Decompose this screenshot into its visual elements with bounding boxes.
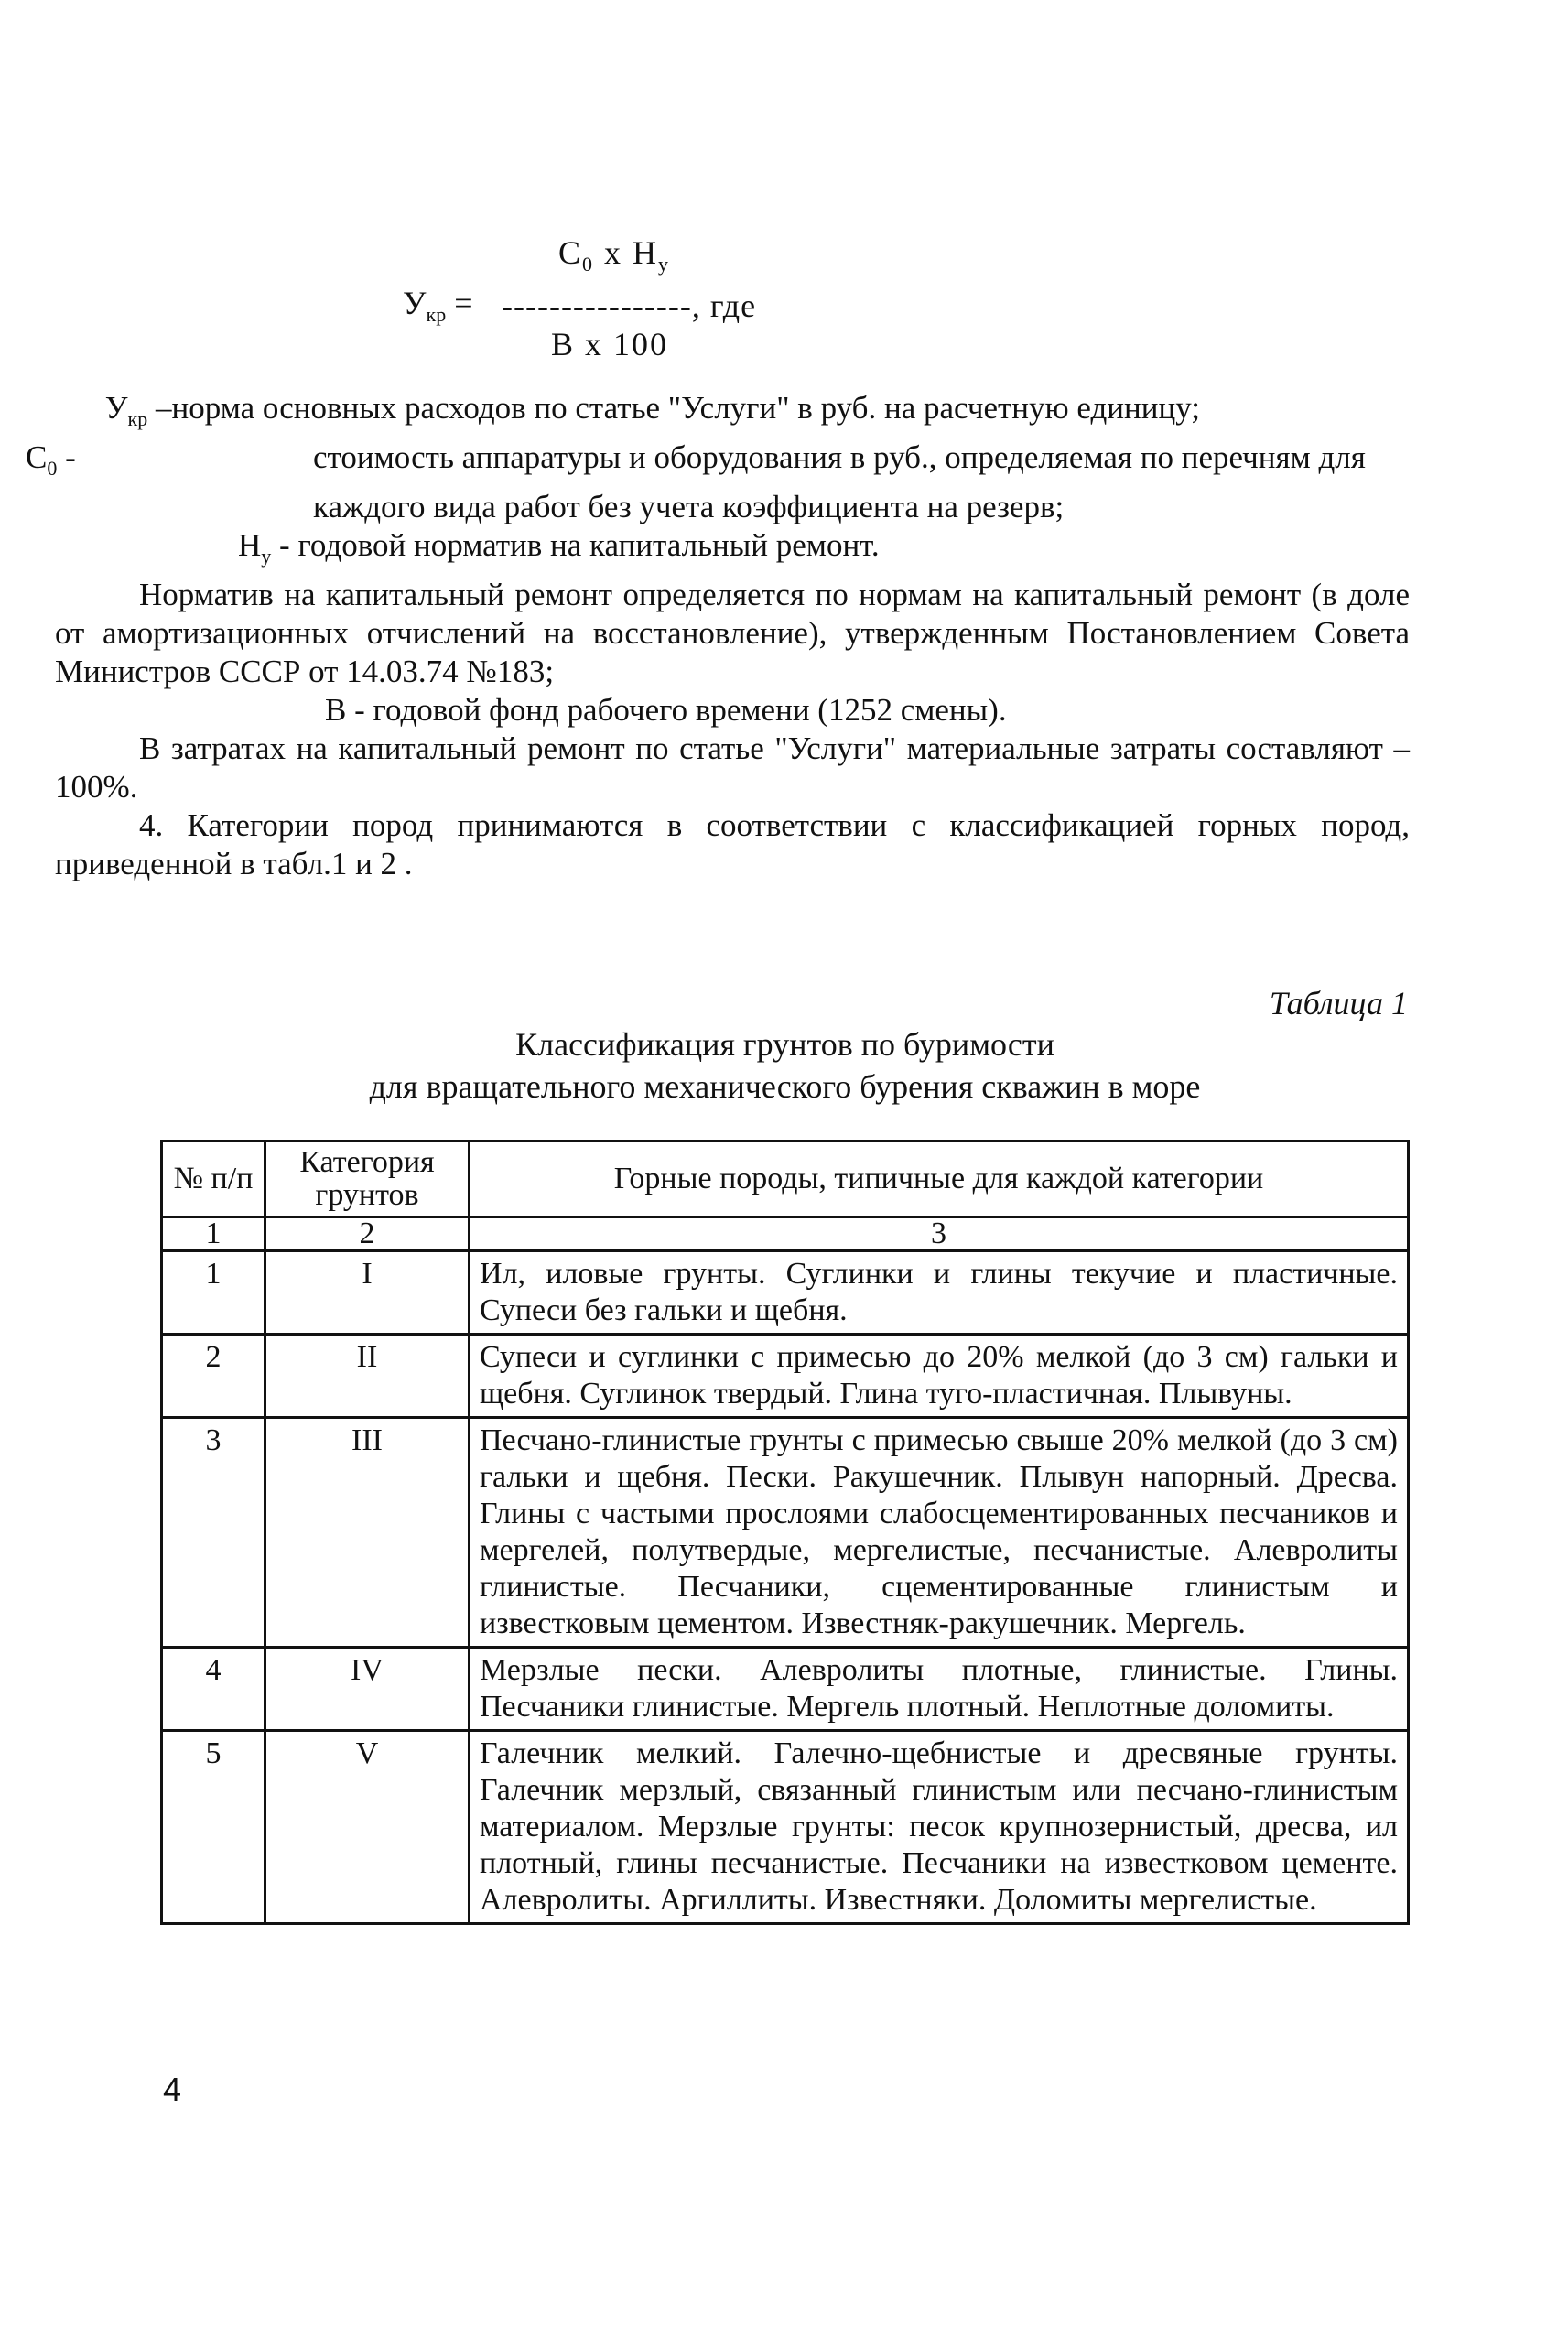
definition-ukr: $У_{кр}$ –норма основных расходов по статье "Услуги" в руб. на расчетную единицу; xyxy=(104,390,1200,430)
table-title-line-2: для вращательного механического бурения скважин в море xyxy=(369,1068,1201,1105)
definition-ny: $Н_у$ - годовой норматив на капитальный ремонт. xyxy=(238,527,880,568)
row-number: 2 xyxy=(162,1335,265,1418)
row-description: Мерзлые пески. Алевролиты плотные, глинистые. Глины. Песчаники глинистые. Мергель плотный. Неплотные доломиты. xyxy=(470,1648,1409,1731)
table-title-line-1: Классификация грунтов по буримости xyxy=(515,1026,1054,1063)
header-category: Категория грунтов xyxy=(265,1141,470,1217)
formula-lhs: $У_{кр}$ = xyxy=(403,285,473,327)
paragraph-costs: В затратах на капитальный ремонт по статье "Услуги" материальные затраты составляют – 100%. xyxy=(55,730,1410,805)
row-category: I xyxy=(265,1251,470,1335)
row-description: Супеси и суглинки с примесью до 20% мелкой (до 3 см) гальки и щебня. Суглинок твердый. Глина туго-пластичная. Плывуны. xyxy=(470,1335,1409,1418)
row-category: IV xyxy=(265,1648,470,1731)
row-number: 3 xyxy=(162,1418,265,1648)
table-row xyxy=(162,1335,1409,1418)
page-number: 4 xyxy=(163,2071,182,2108)
formula xyxy=(403,233,915,362)
column-number: 1 xyxy=(162,1217,265,1251)
table-header-row xyxy=(162,1141,1409,1217)
soil-classification-table xyxy=(160,1140,1410,1925)
row-description: Ил, иловые грунты. Суглинки и глины текучие и пластичные. Супеси без гальки и щебня. xyxy=(470,1251,1409,1335)
table-row xyxy=(162,1418,1409,1648)
body-text xyxy=(26,389,1410,883)
table-title xyxy=(160,1023,1410,1108)
row-description: Галечник мелкий. Галечно-щебнистые и дресвяные грунты. Галечник мерзлый, связанный глинистым или песчано-глинистым материалом. Мерзлые грунты: песок крупнозернистый, дресва, ил плотный, глины песчанистые. Песчаники на известковом цементе. Алевролиты. Аргиллиты. Известняки. Доломиты мергелистые. xyxy=(470,1731,1409,1924)
formula-fraction-bar: ----------------, где xyxy=(502,287,757,324)
row-number: 4 xyxy=(162,1648,265,1731)
row-number: 5 xyxy=(162,1731,265,1924)
definition-c0: $С_0$ - стоимость аппаратуры и оборудования в руб., определяемая по перечням для каждого вида работ без учета коэффициента на резерв; xyxy=(26,439,1366,524)
row-description: Песчано-глинистые грунты с примесью свыше 20% мелкой (до 3 см) гальки и щебня. Пески. Ракушечник. Плывун напорный. Дресва. Глины с частыми прослоями слабосцементированных песчаников и мергелей, полутвердые, мергелистые, песчанистые. Алевролиты глинистые. Песчаники, сцементированные глинистым и известковым цементом. Известняк-ракушечник. Мергель. xyxy=(470,1418,1409,1648)
column-number: 3 xyxy=(470,1217,1409,1251)
table-number: Таблица 1 xyxy=(1269,985,1408,1022)
row-number: 1 xyxy=(162,1251,265,1335)
table-row xyxy=(162,1731,1409,1924)
table-column-numbers xyxy=(162,1217,1409,1251)
header-rocks: Горные породы, типичные для каждой категории xyxy=(470,1141,1409,1217)
column-number: 2 xyxy=(265,1217,470,1251)
definition-b: В - годовой фонд рабочего времени (1252 смены). xyxy=(325,692,1007,728)
row-category: V xyxy=(265,1731,470,1924)
formula-numerator: $С_0$ х $Н_у$ xyxy=(558,234,671,276)
paragraph-norm: Норматив на капитальный ремонт определяется по нормам на капитальный ремонт (в доле от амортизационных отчислений на восстановление), утвержденным Постановлением Совета Министров СССР от 14.03.74 №183; xyxy=(55,577,1410,689)
table-row xyxy=(162,1648,1409,1731)
row-category: III xyxy=(265,1418,470,1648)
table-row xyxy=(162,1251,1409,1335)
formula-denominator: В х 100 xyxy=(551,326,669,362)
header-number: № п/п xyxy=(162,1141,265,1217)
row-category: II xyxy=(265,1335,470,1418)
paragraph-categories: 4. Категории пород принимаются в соответствии с классификацией горных пород, приведенной в табл.1 и 2 . xyxy=(55,807,1410,881)
